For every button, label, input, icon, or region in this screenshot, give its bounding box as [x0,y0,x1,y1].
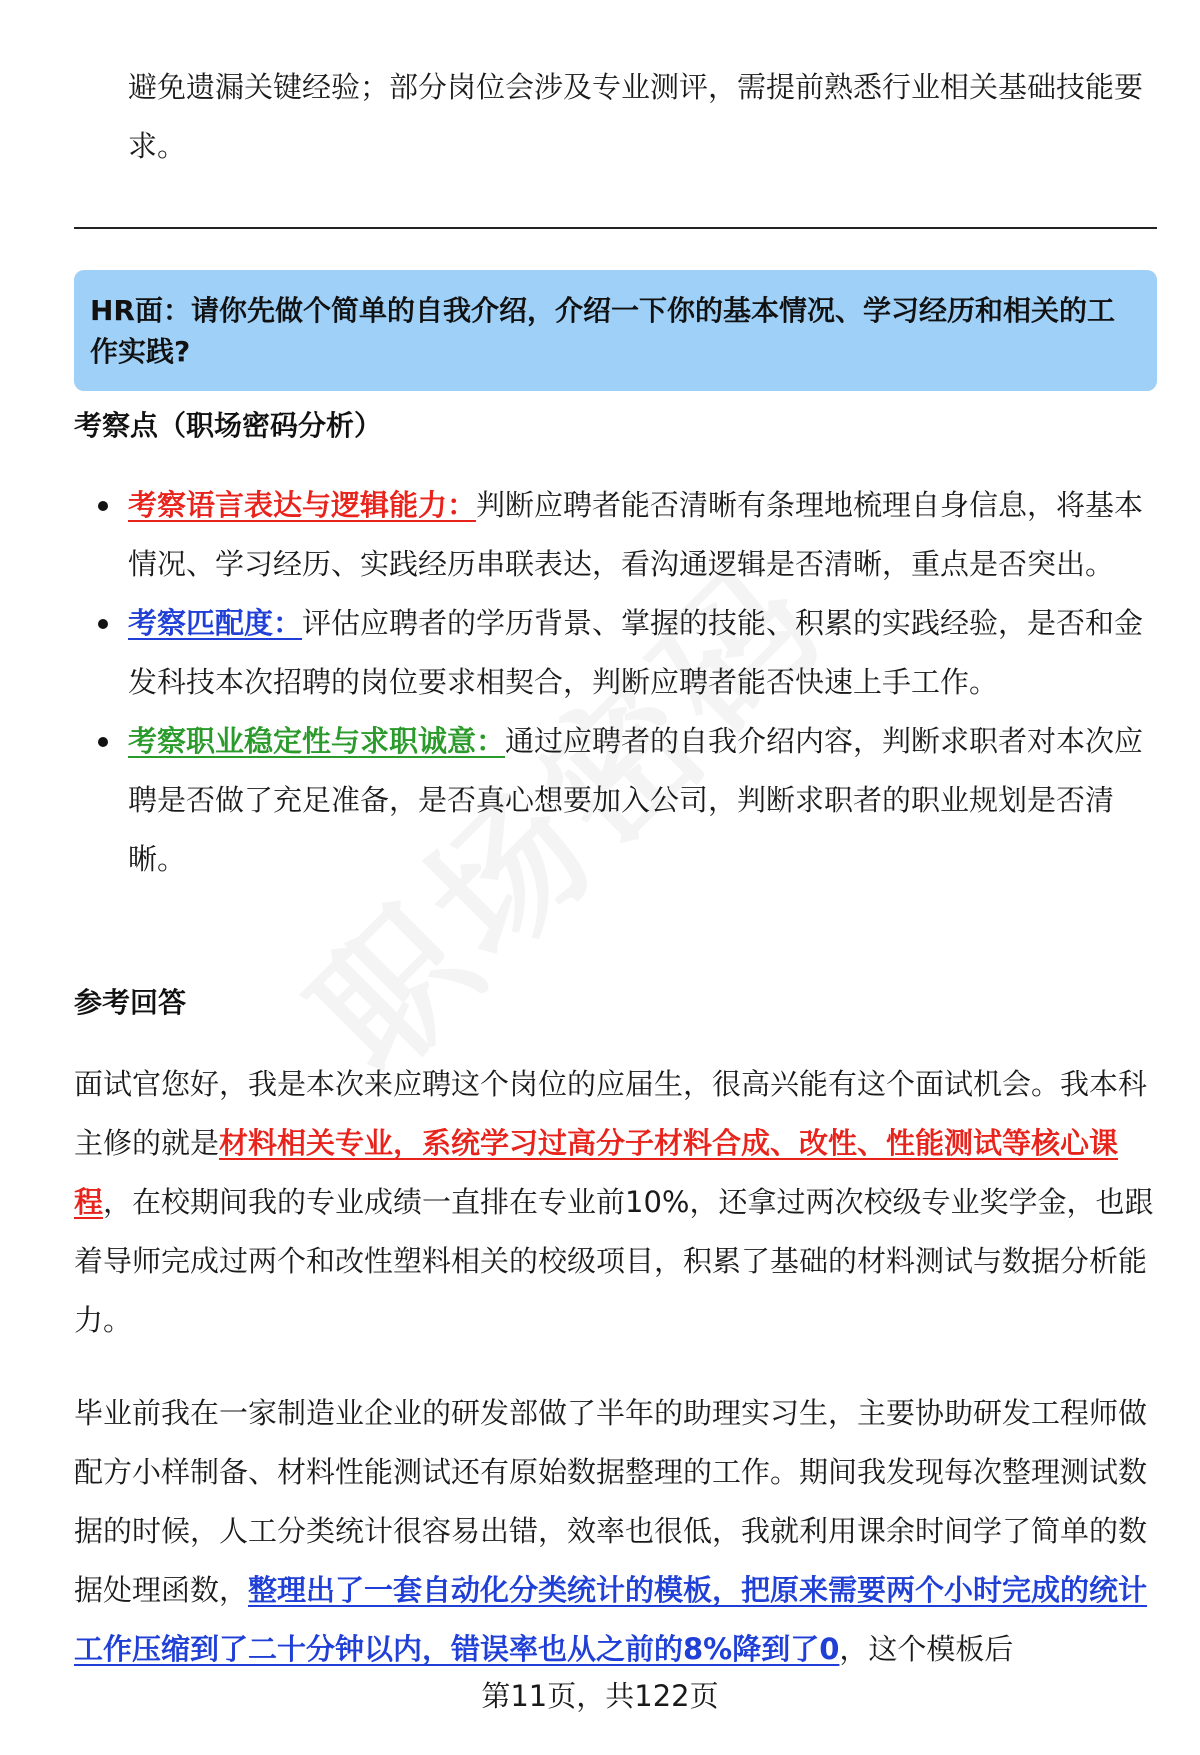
point-title: 考察职业稳定性与求职诚意： [128,724,506,758]
point-text: 通过应聘者的自我介绍内容，判断求职者对本次应聘是否做了充足准备，是否真心想要加入公司，判断求职者的职业规划是否清晰。 [128,724,1144,876]
answer-highlight: 整理出了一套自动化分类统计的模板，把原来需要两个小时完成的统计工作压缩到了二十分钟以内，错误率也从之前的8%降到了0 [74,1573,1148,1666]
answer-paragraph-1 [74,1055,1157,1350]
question-box [74,270,1157,391]
answer-text: ，这个模板后 [839,1632,1014,1666]
point-item [74,712,1157,889]
bullet-icon [98,737,108,747]
answer-highlight: 材料相关专业，系统学习过高分子材料合成、改性、性能测试等核心课程 [74,1126,1119,1219]
point-item [74,476,1157,594]
analysis-points [74,476,1157,889]
answer-heading: 参考回答 [74,986,187,1019]
point-title: 考察语言表达与逻辑能力： [128,488,477,522]
point-text: 评估应聘者的学历背景、掌握的技能、积累的实践经验，是否和金发科技本次招聘的岗位要求相契合，判断应聘者能否快速上手工作。 [128,606,1144,699]
answer-text: 面试官您好，我是本次来应聘这个岗位的应届生，很高兴能有这个面试机会。我本科主修的就是 [74,1067,1148,1160]
point-title: 考察匹配度： [128,606,303,640]
continuation-text: 避免遗漏关键经验；部分岗位会涉及专业测评，需提前熟悉行业相关基础技能要求。 [128,70,1144,163]
point-text: 判断应聘者能否清晰有条理地梳理自身信息，将基本情况、学习经历、实践经历串联表达，看沟通逻辑是否清晰，重点是否突出。 [128,488,1144,581]
bullet-icon [98,501,108,511]
bullet-icon [98,619,108,629]
section-divider [74,227,1157,229]
answer-paragraph-2 [74,1384,1157,1679]
point-item [74,594,1157,712]
analysis-heading: 考察点（职场密码分析） [74,409,383,442]
page-number: 第11页，共122页 [481,1679,719,1713]
question-text: HR面：请你先做个简单的自我介绍，介绍一下你的基本情况、学习经历和相关的工作实践? [90,294,1115,368]
answer-text: ，在校期间我的专业成绩一直排在专业前10%，还拿过两次校级专业奖学金，也跟着导师完成过两个和改性塑料相关的校级项目，积累了基础的材料测试与数据分析能力。 [74,1185,1154,1337]
answer-text: 毕业前我在一家制造业企业的研发部做了半年的助理实习生，主要协助研发工程师做配方小样制备、材料性能测试还有原始数据整理的工作。期间我发现每次整理测试数据的时候，人工分类统计很容易出错，效率也很低，我就利用课余时间学了简单的数据处理函数， [74,1396,1148,1607]
